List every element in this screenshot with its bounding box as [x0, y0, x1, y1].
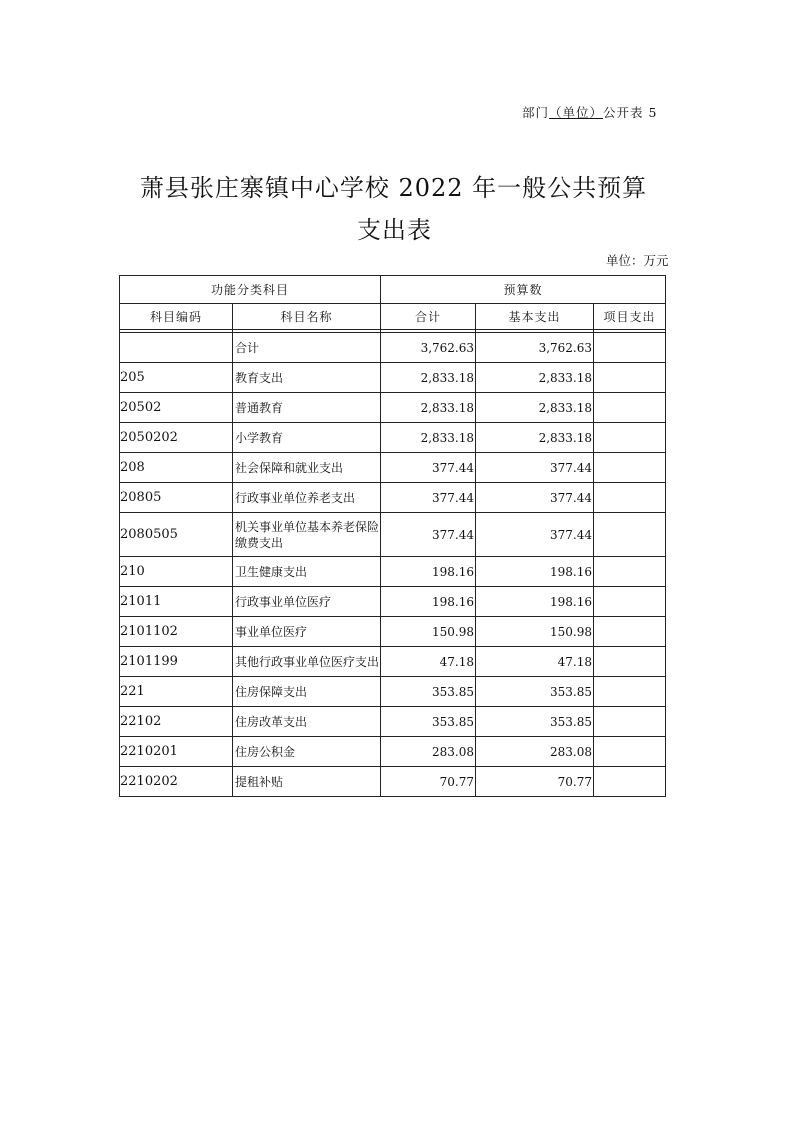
cell-code: 2101102 [120, 617, 233, 647]
cell-name: 行政事业单位医疗 [233, 587, 381, 617]
cell-code: 2101199 [120, 647, 233, 677]
cell-code: 20805 [120, 483, 233, 513]
cell-basic: 353.85 [476, 707, 594, 737]
cell-code: 221 [120, 677, 233, 707]
cell-project [594, 483, 666, 513]
cell-basic: 353.85 [476, 677, 594, 707]
cell-basic: 198.16 [476, 587, 594, 617]
cell-basic: 150.98 [476, 617, 594, 647]
budget-expenditure-table [119, 275, 666, 797]
cell-basic: 283.08 [476, 737, 594, 767]
budget-header: 预算数 [381, 276, 666, 304]
cell-basic: 70.77 [476, 767, 594, 797]
cell-basic: 3,762.63 [476, 333, 594, 363]
table-row [120, 617, 666, 647]
table-row [120, 647, 666, 677]
cell-name: 事业单位医疗 [233, 617, 381, 647]
cell-total: 353.85 [381, 707, 476, 737]
table-row [120, 707, 666, 737]
table-row [120, 393, 666, 423]
cell-basic: 47.18 [476, 647, 594, 677]
cell-code: 205 [120, 363, 233, 393]
function-category-header: 功能分类科目 [120, 276, 381, 304]
cell-project [594, 767, 666, 797]
table-row [120, 513, 666, 557]
cell-total: 70.77 [381, 767, 476, 797]
cell-project [594, 737, 666, 767]
cell-total: 150.98 [381, 617, 476, 647]
cell-project [594, 423, 666, 453]
col-header-code: 科目编码 [120, 304, 233, 330]
cell-project [594, 513, 666, 557]
form-number-unit: （单位） [549, 105, 604, 120]
table-row [120, 677, 666, 707]
table-row [120, 453, 666, 483]
cell-basic: 2,833.18 [476, 393, 594, 423]
cell-basic: 377.44 [476, 483, 594, 513]
cell-total: 198.16 [381, 557, 476, 587]
table-row [120, 557, 666, 587]
table-row [120, 423, 666, 453]
table-row [120, 483, 666, 513]
cell-name: 机关事业单位基本养老保险缴费支出 [233, 513, 381, 557]
table-row [120, 587, 666, 617]
cell-name: 小学教育 [233, 423, 381, 453]
cell-name: 普通教育 [233, 393, 381, 423]
cell-code: 20502 [120, 393, 233, 423]
table-row [120, 333, 666, 363]
cell-code: 21011 [120, 587, 233, 617]
cell-basic: 377.44 [476, 513, 594, 557]
cell-code: 22102 [120, 707, 233, 737]
col-header-project: 项目支出 [594, 304, 666, 330]
cell-total: 353.85 [381, 677, 476, 707]
cell-total: 377.44 [381, 453, 476, 483]
cell-code: 210 [120, 557, 233, 587]
cell-name: 其他行政事业单位医疗支出 [233, 647, 381, 677]
cell-project [594, 677, 666, 707]
cell-basic: 2,833.18 [476, 423, 594, 453]
table-column-header-row [120, 304, 666, 330]
table-row [120, 767, 666, 797]
form-number-prefix: 部门 [522, 105, 550, 120]
unit-label: 单位：万元 [606, 253, 669, 268]
cell-name: 行政事业单位养老支出 [233, 483, 381, 513]
cell-name: 住房公积金 [233, 737, 381, 767]
table-row [120, 737, 666, 767]
cell-project [594, 557, 666, 587]
cell-name: 住房保障支出 [233, 677, 381, 707]
cell-project [594, 363, 666, 393]
cell-code: 2080505 [120, 513, 233, 557]
cell-code: 2050202 [120, 423, 233, 453]
col-header-basic: 基本支出 [476, 304, 594, 330]
cell-total: 377.44 [381, 513, 476, 557]
cell-code: 208 [120, 453, 233, 483]
cell-name: 教育支出 [233, 363, 381, 393]
cell-name: 卫生健康支出 [233, 557, 381, 587]
cell-code: 2210201 [120, 737, 233, 767]
form-number [522, 103, 657, 121]
cell-basic: 377.44 [476, 453, 594, 483]
cell-total: 2,833.18 [381, 423, 476, 453]
cell-name: 合计 [233, 333, 381, 363]
col-header-name: 科目名称 [233, 304, 381, 330]
cell-total: 47.18 [381, 647, 476, 677]
cell-total: 2,833.18 [381, 393, 476, 423]
cell-project [594, 453, 666, 483]
cell-name: 住房改革支出 [233, 707, 381, 737]
cell-basic: 198.16 [476, 557, 594, 587]
cell-total: 3,762.63 [381, 333, 476, 363]
cell-total: 377.44 [381, 483, 476, 513]
page-title-line2: 支出表 [357, 216, 432, 244]
cell-project [594, 617, 666, 647]
cell-total: 2,833.18 [381, 363, 476, 393]
cell-project [594, 707, 666, 737]
table-row [120, 363, 666, 393]
col-header-total: 合计 [381, 304, 476, 330]
page-title-line1: 萧县张庄寨镇中心学校 2022 年一般公共预算 [139, 174, 648, 202]
cell-total: 283.08 [381, 737, 476, 767]
cell-project [594, 587, 666, 617]
cell-total: 198.16 [381, 587, 476, 617]
cell-basic: 2,833.18 [476, 363, 594, 393]
cell-project [594, 333, 666, 363]
cell-name: 提租补贴 [233, 767, 381, 797]
cell-project [594, 393, 666, 423]
cell-code: 2210202 [120, 767, 233, 797]
cell-project [594, 647, 666, 677]
table-group-header-row [120, 276, 666, 304]
cell-name: 社会保障和就业支出 [233, 453, 381, 483]
cell-code [120, 333, 233, 363]
form-number-suffix: 公开表 5 [603, 105, 658, 120]
